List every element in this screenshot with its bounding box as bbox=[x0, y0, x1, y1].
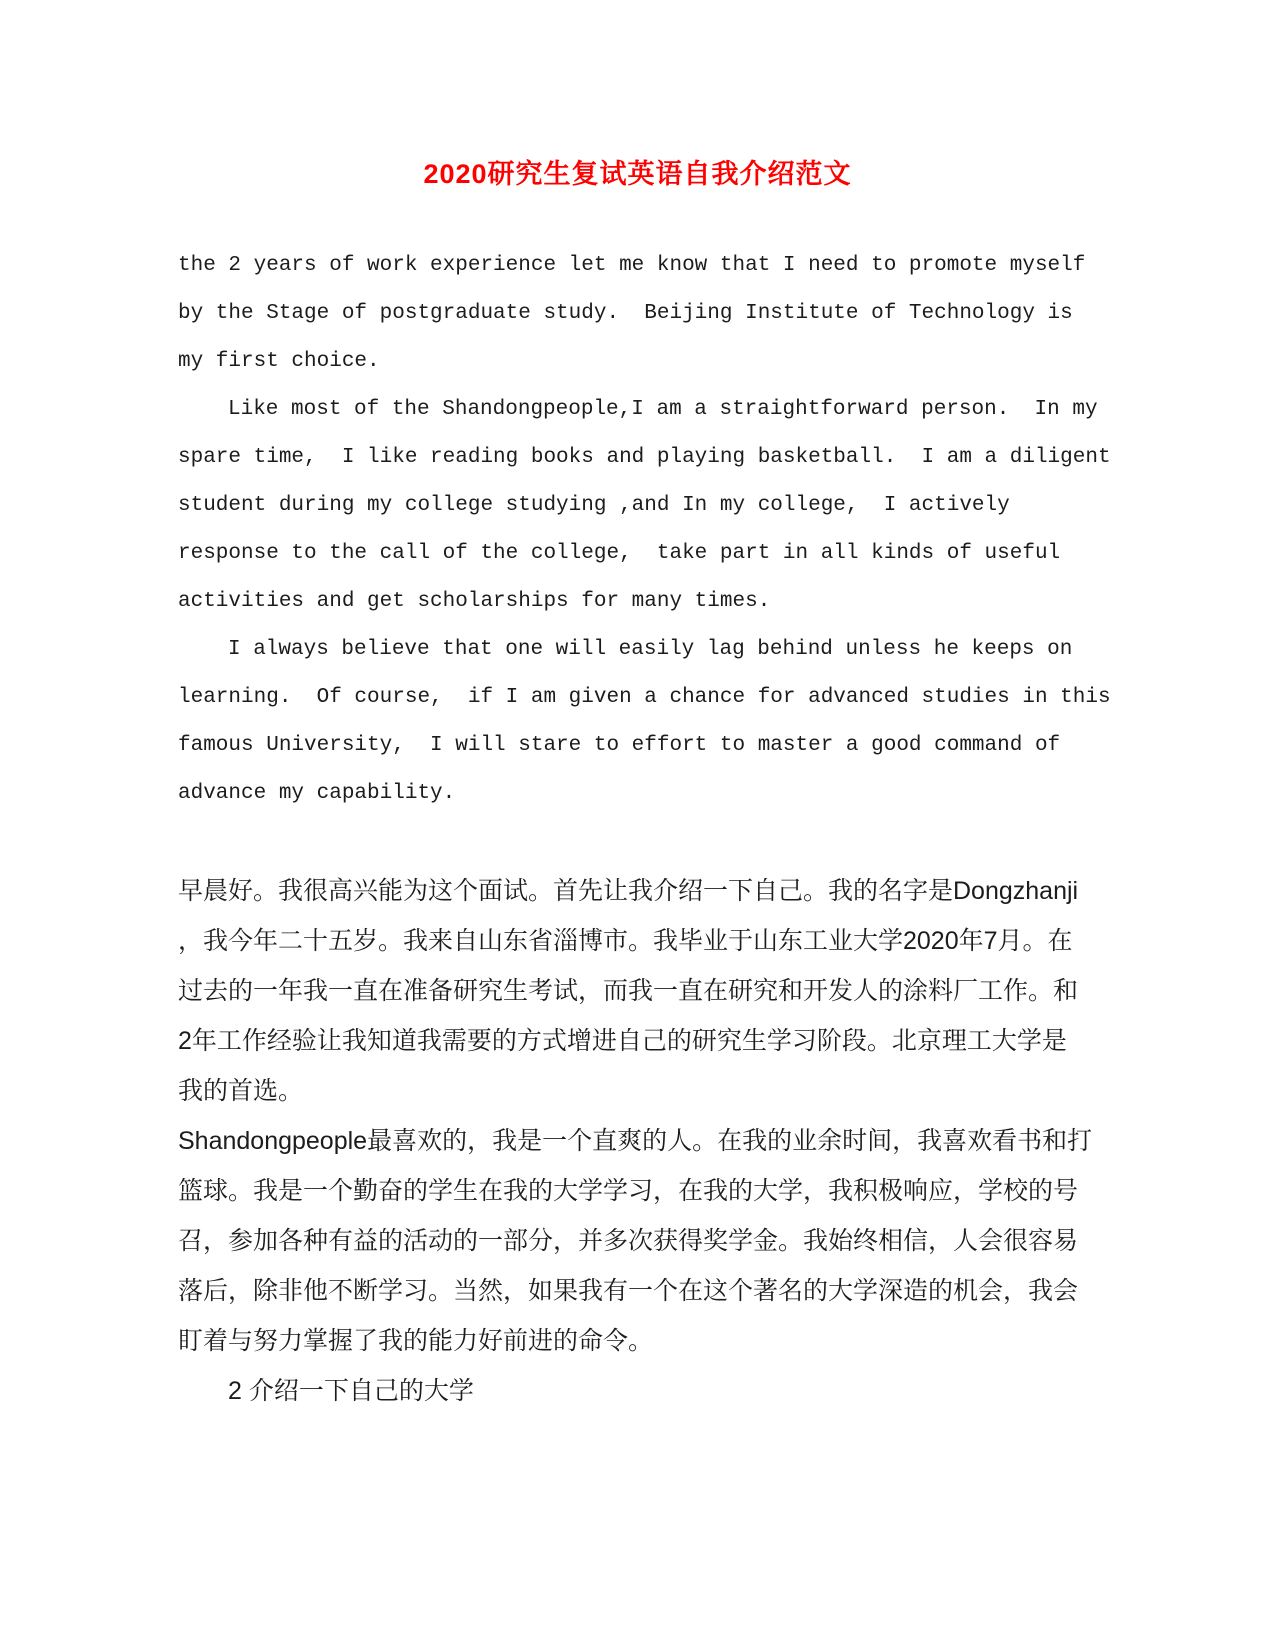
text-line: famous University, I will stare to effort to master a good command of bbox=[178, 734, 1061, 757]
text-line: student during my college studying ,and In my college, I actively bbox=[178, 494, 1010, 517]
text-line: my first choice. bbox=[178, 350, 380, 373]
paragraph bbox=[178, 242, 1188, 386]
text-line: 2 介绍一下自己的大学 bbox=[228, 1377, 474, 1405]
text-line: 早晨好。我很高兴能为这个面试。首先让我介绍一下自己。我的名字是Dongzhanji bbox=[178, 877, 1079, 905]
text-line: response to the call of the college, take part in all kinds of useful bbox=[178, 542, 1061, 565]
paragraph bbox=[178, 1366, 1188, 1416]
text-line: I always believe that one will easily lag behind unless he keeps on bbox=[228, 638, 1073, 661]
paragraph-spacer bbox=[178, 818, 1188, 866]
document-body bbox=[178, 242, 1188, 1416]
text-line: Like most of the Shandongpeople,I am a straightforward person. In my bbox=[228, 398, 1098, 421]
text-line: 盯着与努力掌握了我的能力好前进的命令。 bbox=[178, 1327, 654, 1355]
text-line: learning. Of course, if I am given a chance for advanced studies in this bbox=[178, 686, 1111, 709]
text-line: by the Stage of postgraduate study. Beijing Institute of Technology is bbox=[178, 302, 1073, 325]
text-line: 召，参加各种有益的活动的一部分，并多次获得奖学金。我始终相信，人会很容易 bbox=[178, 1227, 1079, 1255]
text-line: 我的首选。 bbox=[178, 1077, 304, 1105]
text-line: 落后，除非他不断学习。当然，如果我有一个在这个著名的大学深造的机会，我会 bbox=[178, 1277, 1079, 1305]
text-line: 2年工作经验让我知道我需要的方式增进自己的研究生学习阶段。北京理工大学是 bbox=[178, 1027, 1067, 1055]
text-line: advance my capability. bbox=[178, 782, 456, 805]
text-line: 过去的一年我一直在准备研究生考试，而我一直在研究和开发人的涂料厂工作。和 bbox=[178, 977, 1079, 1005]
text-line: spare time, I like reading books and playing basketball. I am a diligent bbox=[178, 446, 1111, 469]
paragraph bbox=[178, 626, 1188, 818]
paragraph bbox=[178, 866, 1188, 1116]
page-title: 2020研究生复试英语自我介绍范文 bbox=[423, 159, 852, 189]
text-line: activities and get scholarships for many times. bbox=[178, 590, 771, 613]
text-line: 篮球。我是一个勤奋的学生在我的大学学习，在我的大学，我积极响应，学校的号 bbox=[178, 1177, 1079, 1205]
text-line: the 2 years of work experience let me know that I need to promote myself bbox=[178, 254, 1086, 277]
paragraph bbox=[178, 386, 1188, 626]
paragraph bbox=[178, 1116, 1188, 1366]
text-line: ，我今年二十五岁。我来自山东省淄博市。我毕业于山东工业大学2020年7月。在 bbox=[178, 927, 1073, 955]
text-line: Shandongpeople最喜欢的，我是一个直爽的人。在我的业余时间，我喜欢看书和打 bbox=[178, 1127, 1093, 1155]
